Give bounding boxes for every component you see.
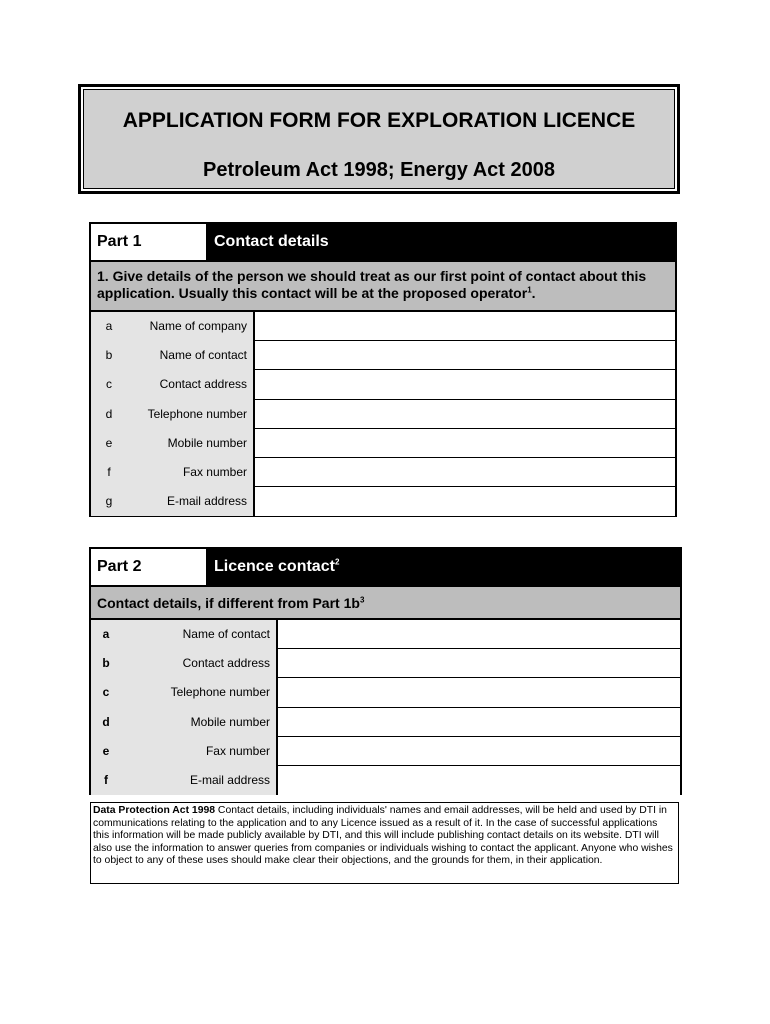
row-label: E-mail address (166, 494, 247, 509)
row-label: Contact address (159, 377, 247, 392)
part2-section (89, 547, 682, 795)
form-row (91, 487, 675, 516)
row-label: Mobile number (167, 435, 247, 450)
part2-name (214, 549, 339, 585)
row-label: Mobile number (190, 714, 270, 729)
part1-name: Contact details (214, 233, 329, 250)
part2-name-text: Licence contact (214, 558, 335, 575)
row-label-area (91, 487, 253, 516)
row-label: Fax number (205, 743, 270, 758)
part1-rows (91, 312, 675, 516)
row-label-area (91, 341, 253, 370)
form-row (91, 620, 680, 649)
form-title-box (78, 84, 680, 194)
part2-question (91, 587, 680, 620)
input-field[interactable] (253, 400, 675, 429)
part1-question-text: 1. Give details of the person we should treat as our first point of contact about this application. Usually this contact will be at the proposed operator (97, 268, 647, 301)
input-field[interactable] (276, 708, 680, 737)
row-label-area (91, 429, 253, 458)
row-label: Name of company (149, 319, 247, 333)
input-field[interactable] (276, 620, 680, 649)
row-letter: b (102, 656, 110, 671)
part2-question-text: Contact details, if different from Part 1b (97, 595, 360, 611)
part1-question-end: . (531, 285, 536, 301)
data-protection-note (90, 802, 679, 884)
row-label: Name of contact (159, 348, 247, 363)
part1-section (89, 222, 677, 517)
footnote-ref-1: 1 (527, 285, 532, 295)
input-field[interactable] (253, 312, 675, 341)
row-label-area (91, 708, 276, 737)
row-label-area (91, 737, 276, 766)
row-letter: c (102, 685, 110, 700)
form-row (91, 370, 675, 399)
row-label-area (91, 400, 253, 429)
footnote-ref-2: 2 (334, 557, 340, 567)
form-row (91, 341, 675, 370)
row-label: E-mail address (189, 772, 270, 787)
row-letter: d (102, 714, 110, 729)
form-subtitle: Petroleum Act 1998; Energy Act 2008 (202, 159, 555, 181)
input-field[interactable] (253, 487, 675, 516)
row-label: Telephone number (170, 685, 270, 700)
data-protection-heading: Data Protection Act 1998 (93, 805, 216, 816)
row-letter: b (105, 348, 113, 363)
row-label-area (91, 620, 276, 649)
form-row (91, 737, 680, 766)
row-label-area (91, 458, 253, 487)
row-label-area (91, 649, 276, 678)
row-label: Fax number (182, 464, 247, 479)
input-field[interactable] (276, 737, 680, 766)
row-label: Contact address (182, 656, 270, 671)
input-field[interactable] (253, 458, 675, 487)
row-letter: c (106, 377, 112, 392)
part1-number: Part 1 (91, 224, 206, 260)
part2-header (91, 549, 680, 587)
part1-header (91, 224, 675, 262)
form-row (91, 678, 680, 707)
form-row (91, 708, 680, 737)
row-letter: f (104, 772, 108, 787)
input-field[interactable] (253, 429, 675, 458)
row-letter: f (107, 464, 111, 479)
row-letter: a (105, 319, 113, 333)
form-row (91, 400, 675, 429)
row-letter: a (102, 627, 110, 641)
row-letter: g (105, 494, 113, 509)
input-field[interactable] (276, 678, 680, 707)
row-label: Name of contact (182, 627, 270, 641)
row-label-area (91, 678, 276, 707)
row-letter: d (105, 406, 113, 421)
form-row (91, 649, 680, 678)
input-field[interactable] (253, 370, 675, 399)
form-row (91, 458, 675, 487)
part2-number: Part 2 (91, 549, 206, 585)
form-title: APPLICATION FORM FOR EXPLORATION LICENCE (122, 109, 636, 132)
footnote-ref-3: 3 (359, 595, 365, 605)
row-label-area (91, 766, 276, 795)
form-row (91, 312, 675, 341)
row-label: Telephone number (147, 406, 247, 421)
data-protection-text: Contact details, including individuals' names and email addresses, will be held and used by DTI in communications relating to the application and to any Licence issued as a result of it. In the case of successful applications this information will be made publicly available by DTI, and this will include publishing contact details on its website. DTI will also use the information to answer queries from companies or individuals wishing to contact the applicant. Anyone who wishes to object to any of these uses should make clear their objections, and the grounds for them, in their application. (93, 805, 673, 867)
part1-question (91, 262, 675, 312)
row-label-area (91, 370, 253, 399)
form-row (91, 766, 680, 795)
row-letter: e (105, 435, 113, 450)
row-letter: e (102, 743, 110, 758)
form-row (91, 429, 675, 458)
row-label-area (91, 312, 253, 341)
input-field[interactable] (276, 766, 680, 795)
input-field[interactable] (276, 649, 680, 678)
input-field[interactable] (253, 341, 675, 370)
part2-rows (91, 620, 680, 795)
